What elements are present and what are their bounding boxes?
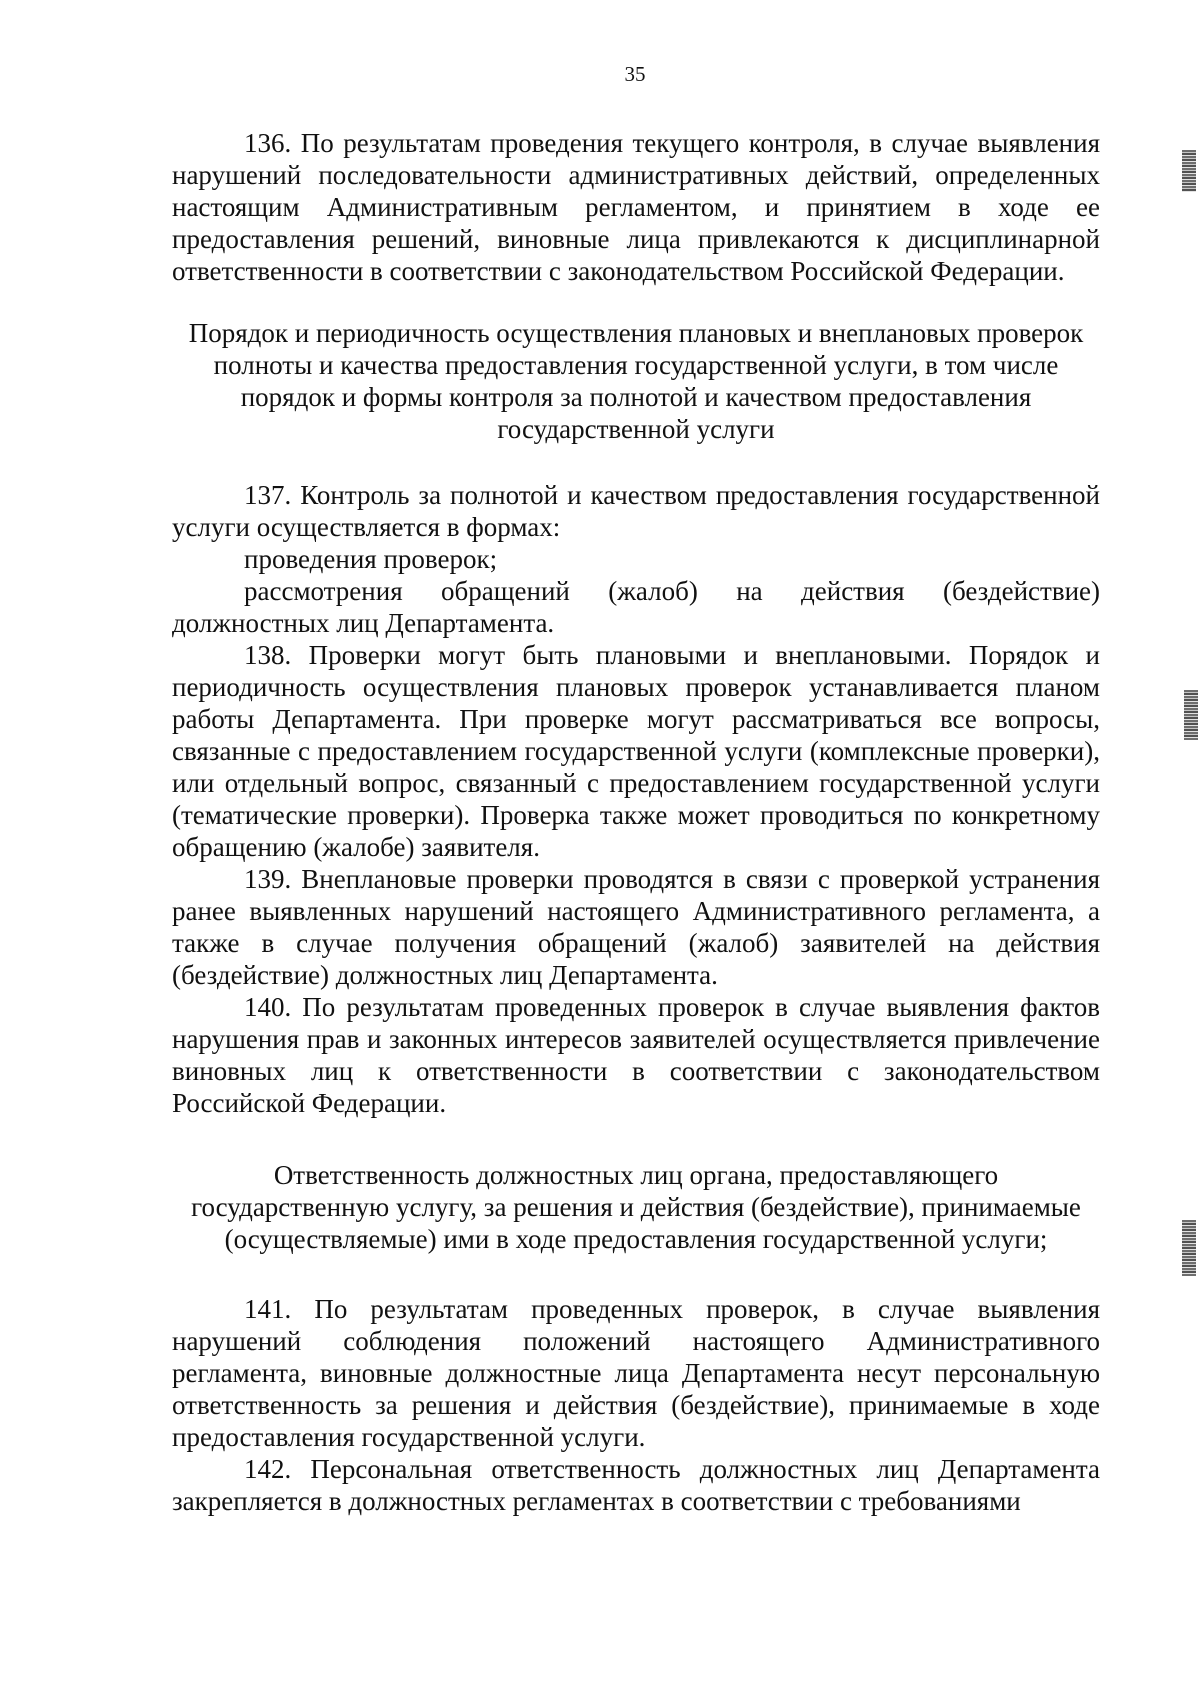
paragraph-140: 140. По результатам проведенных проверок в случае выявления фактов нарушения прав и законных интересов заявителей осуществляется привлечение виновных лиц к ответственности в соответствии с законодательством Российской Федерации. bbox=[172, 992, 1100, 1118]
paragraph-137-item-a: проведения проверок; bbox=[244, 544, 498, 574]
paragraph-137-item-b: рассмотрения обращений (жалоб) на действия (бездействие) должностных лиц Департамента. bbox=[172, 576, 1100, 638]
scan-artifact bbox=[1182, 1220, 1196, 1276]
paragraph-139: 139. Внеплановые проверки проводятся в связи с проверкой устранения ранее выявленных нарушений настоящего Административного регламента, а также в случае получения обращений (жалоб) заявителей на действия (бездействие) должностных лиц Департамента. bbox=[172, 864, 1100, 990]
page-number: 35 bbox=[624, 62, 646, 86]
paragraph-136: 136. По результатам проведения текущего контроля, в случае выявления нарушений последовательности административных действий, определенных настоящим Административным регламентом, и принятием в ходе ее предоставления решений, виновные лица привлекаются к дисциплинарной ответственности в соответствии с законодательством Российской Федерации. bbox=[172, 128, 1100, 286]
paragraph-137: 137. Контроль за полнотой и качеством предоставления государственной услуги осуществляется в формах: bbox=[172, 480, 1100, 542]
scan-artifact bbox=[1184, 690, 1198, 740]
scan-artifact bbox=[1182, 150, 1196, 192]
section-heading-responsibility: Ответственность должностных лиц органа, предоставляющего государственную услугу, за решения и действия (бездействие), принимаемые (осуществляемые) ими в ходе предоставления государственной услуги; bbox=[191, 1160, 1081, 1254]
paragraph-138: 138. Проверки могут быть плановыми и внеплановыми. Порядок и периодичность осуществления плановых проверок устанавливается планом работы Департамента. При проверке могут рассматриваться все вопросы, связанные с предоставлением государственной услуги (комплексные проверки), или отдельный вопрос, связанный с предоставлением государственной услуги (тематические проверки). Проверка также может проводиться по конкретному обращению (жалобе) заявителя. bbox=[172, 640, 1100, 862]
document-body bbox=[172, 127, 1100, 1517]
section-heading-inspections: Порядок и периодичность осуществления плановых и внеплановых проверок полноты и качества предоставления государственной услуги, в том числе порядок и формы контроля за полнотой и качеством предоставления государственной услуги bbox=[188, 318, 1084, 444]
paragraph-141: 141. По результатам проведенных проверок, в случае выявления нарушений соблюдения положений настоящего Административного регламента, виновные должностные лица Департамента несут персональную ответственность за решения и действия (бездействие), принимаемые в ходе предоставления государственной услуги. bbox=[172, 1294, 1100, 1452]
paragraph-142: 142. Персональная ответственность должностных лиц Департамента закрепляется в должностных регламентах в соответствии с требованиями bbox=[172, 1454, 1100, 1516]
